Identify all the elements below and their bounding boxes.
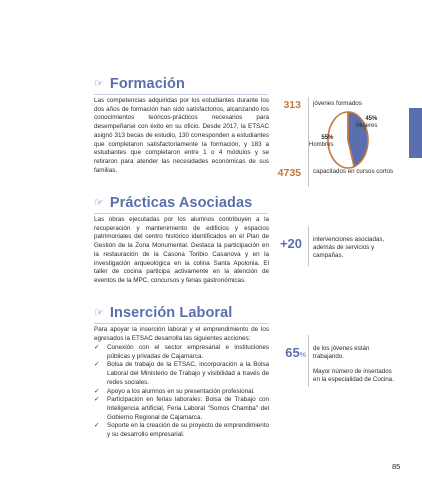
stat-jovenes-formados-value: 313 [283, 99, 301, 111]
practicas-stat-divider [308, 226, 309, 266]
insercion-heading [94, 305, 232, 321]
check-icon: ✓ [94, 387, 100, 395]
insercion-divider [94, 323, 268, 324]
pie-hombres-pct: 55% [321, 135, 334, 141]
formacion-paragraph: Las competencias adquiridas por los estudiantes durante los dos años de formación han sido satisfactorios, alcanzando los conocimientos teóricos-prácticos necesarios para desempeñarse con éxito en su oficio. Desde 2017, la ETSAC asignó 313 becas de estudio, 130 corresponden a estudiantes que completaron satisfactoriamente la formación, y 183 a estudiantes que completaron entre 1 o 4 módulos y se retiraron para atender las necesidades económicas de sus familias. [94, 97, 269, 174]
section-side-tab [409, 108, 422, 158]
pointing-hand-icon: ☞ [94, 77, 104, 90]
insercion-intro: Para apoyar la inserción laboral y el emprendimiento de los egresados la ETSAC desarrolla las siguientes acciones: [94, 326, 269, 342]
formacion-divider [94, 94, 268, 95]
stat-capacitados-label: capacitados en cursos cortos [313, 168, 394, 175]
insercion-title: Inserción Laboral [109, 305, 233, 321]
page-number: 85 [392, 462, 401, 471]
pie-label-hombres [309, 135, 333, 149]
pointing-hand-icon: ☞ [94, 196, 104, 209]
stat-capacitados-value: 4735 [277, 167, 301, 179]
list-item: ✓ Apoyo a los alumnos en su presentación profesional. [94, 387, 255, 395]
stat-trabajando-value: 65% [285, 345, 306, 360]
stat-intervenciones-value: +20 [279, 236, 302, 251]
check-icon: ✓ [94, 361, 100, 369]
pointing-hand-icon: ☞ [94, 306, 104, 319]
list-item: ✓ Bolsa de trabajo de la ETSAC, incorporación a la Bolsa Laboral del Ministerio de Trabajo y visibilidad a través de redes sociales. [94, 361, 269, 386]
formacion-title: Formación [109, 76, 185, 92]
insercion-stat-divider [308, 335, 309, 387]
pie-label-mujeres [356, 116, 377, 130]
practicas-title: Prácticas Asociadas [109, 195, 253, 211]
insercion-action-list [94, 344, 269, 440]
stat-jovenes-formados-label: jóvenes formados [313, 100, 362, 107]
practicas-paragraph: Las obras ejecutadas por los alumnos contribuyen a la recuperación y mantenimiento de edificios y espacios patrimoniales del centro histórico identificados en el Plan de Gestión de la Zona Monumental. Destaca la participación en la restauración de la Casona Toribio Casanova y en la investigación arqueológica en la colina Santa Apolonia. El taller de cocina participa activamente en la atención de eventos de la MPC, concursos y ferias gastronómicas. [94, 216, 269, 284]
pie-mujeres-pct: 45% [365, 116, 378, 122]
practicas-heading [94, 195, 252, 211]
check-icon: ✓ [94, 422, 100, 430]
pie-hombres-label: Hombres [309, 142, 334, 148]
list-item: ✓ Participación en ferias laborales: Bolsa de Trabajo con Inteligencia artificial, Feria Laboral "Somos Chamba" del Gobierno Regional de Cajamarca. [94, 396, 269, 421]
stat-cocina-label: Mayor número de insertados en la especialidad de Cocina. [313, 368, 394, 383]
list-item: ✓ Conexión con el sector empresarial e instituciones públicas y privadas de Cajamarca. [94, 344, 269, 360]
list-item: ✓ Soporte en la creación de su proyecto de emprendimiento y su desarrollo empresarial. [94, 422, 269, 439]
practicas-divider [94, 213, 268, 214]
stat-trabajando-label: de los jóvenes están trabajando. [313, 345, 370, 360]
check-icon: ✓ [94, 344, 100, 351]
check-icon: ✓ [94, 396, 100, 404]
pie-mujeres-label: Mujeres [356, 123, 378, 129]
formacion-heading [94, 76, 185, 92]
stat-intervenciones-label: intervenciones asociadas, además de servicios y campañas. [313, 236, 385, 259]
